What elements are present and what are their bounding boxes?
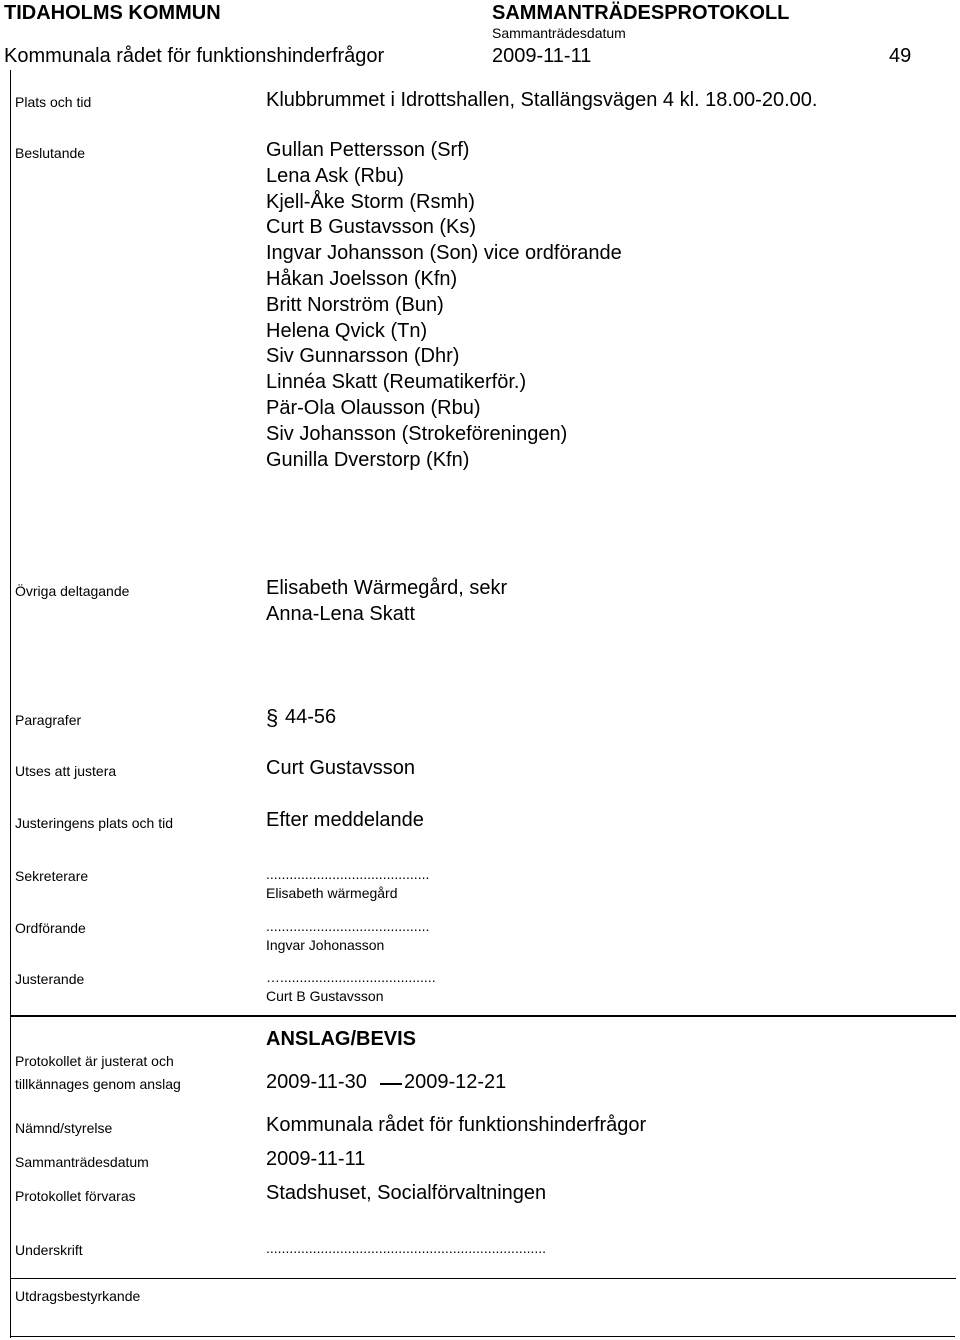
member-item: Helena Qvick (Tn) bbox=[266, 319, 428, 342]
paragrafer-label: Paragrafer bbox=[15, 712, 82, 728]
signature-line: …........................................ bbox=[266, 969, 436, 985]
member-item: Curt B Gustavsson (Ks) bbox=[266, 216, 477, 239]
datum-value: 2009-11-11 bbox=[266, 1148, 366, 1170]
beslutande-label: Beslutande bbox=[15, 145, 86, 161]
signature-line: .......................................... bbox=[266, 918, 430, 934]
forvaras-value: Stadshuset, Socialförvaltningen bbox=[266, 1182, 547, 1204]
org-name: TIDAHOLMS KOMMUN bbox=[4, 2, 221, 24]
plats-label: Plats och tid bbox=[15, 94, 92, 110]
ordforande-name: Ingvar Johonasson bbox=[266, 937, 385, 953]
underskrift-label: Underskrift bbox=[15, 1242, 83, 1258]
signature-line: .......................................... bbox=[266, 866, 430, 882]
member-item: Linnéa Skatt (Reumatikerför.) bbox=[266, 371, 527, 394]
date-range-dash bbox=[380, 1083, 402, 1085]
page-number: 49 bbox=[889, 45, 912, 67]
underskrift-divider bbox=[10, 1278, 956, 1279]
paragraph-symbol: § bbox=[266, 705, 279, 730]
section-divider bbox=[10, 1015, 956, 1017]
sekreterare-name: Elisabeth wärmegård bbox=[266, 885, 398, 901]
sekreterare-label: Sekreterare bbox=[15, 868, 89, 884]
participant-item: Elisabeth Wärmegård, sekr bbox=[266, 577, 508, 599]
member-item: Gunilla Dverstorp (Kfn) bbox=[266, 448, 470, 471]
member-item: Siv Gunnarsson (Dhr) bbox=[266, 345, 460, 368]
left-border bbox=[10, 70, 11, 1338]
anslag-to-date: 2009-12-21 bbox=[404, 1071, 507, 1093]
justeringens-value: Efter meddelande bbox=[266, 809, 424, 831]
namnd-value: Kommunala rådet för funktionshinderfrågor bbox=[266, 1114, 647, 1136]
member-item: Ingvar Johansson (Son) vice ordförande bbox=[266, 242, 622, 265]
utdrag-label: Utdragsbestyrkande bbox=[15, 1288, 141, 1304]
date-label: Sammanträdesdatum bbox=[492, 25, 626, 41]
participant-item: Anna-Lena Skatt bbox=[266, 602, 415, 625]
justerande-label: Justerande bbox=[15, 971, 85, 987]
ordforande-label: Ordförande bbox=[15, 920, 86, 936]
forvaras-label: Protokollet förvaras bbox=[15, 1188, 136, 1204]
utses-value: Curt Gustavsson bbox=[266, 757, 415, 779]
namnd-label: Nämnd/styrelse bbox=[15, 1120, 113, 1136]
member-item: Håkan Joelsson (Kfn) bbox=[266, 267, 458, 290]
ovriga-list bbox=[266, 576, 507, 628]
justerat-label-1: Protokollet är justerat och bbox=[15, 1053, 174, 1069]
member-item: Britt Norström (Bun) bbox=[266, 293, 444, 316]
anslag-title: ANSLAG/BEVIS bbox=[266, 1028, 417, 1050]
meeting-date: 2009-11-11 bbox=[492, 45, 592, 67]
underskrift-line: ........................................................................ bbox=[266, 1240, 547, 1256]
justerande-name: Curt B Gustavsson bbox=[266, 988, 384, 1004]
paragrafer-value: 44-56 bbox=[285, 706, 337, 728]
plats-value: Klubbrummet i Idrottshallen, Stallängsvägen 4 kl. 18.00-20.00. bbox=[266, 89, 818, 111]
datum-label: Sammanträdesdatum bbox=[15, 1154, 149, 1170]
member-item: Pär-Ola Olausson (Rbu) bbox=[266, 396, 481, 419]
member-item: Gullan Pettersson (Srf) bbox=[266, 139, 470, 161]
bottom-border bbox=[10, 1336, 955, 1337]
utses-label: Utses att justera bbox=[15, 763, 117, 779]
committee-name: Kommunala rådet för funktionshinderfrågor bbox=[4, 45, 385, 67]
ovriga-label: Övriga deltagande bbox=[15, 583, 130, 599]
member-item: Lena Ask (Rbu) bbox=[266, 164, 404, 187]
justerat-label-2: tillkännages genom anslag bbox=[15, 1076, 181, 1092]
anslag-from-date: 2009-11-30 bbox=[266, 1071, 367, 1093]
member-item: Siv Johansson (Strokeföreningen) bbox=[266, 422, 568, 445]
doc-type: SAMMANTRÄDESPROTOKOLL bbox=[492, 2, 790, 24]
beslutande-list bbox=[266, 138, 622, 473]
justeringens-label: Justeringens plats och tid bbox=[15, 815, 173, 831]
member-item: Kjell-Åke Storm (Rsmh) bbox=[266, 190, 475, 213]
